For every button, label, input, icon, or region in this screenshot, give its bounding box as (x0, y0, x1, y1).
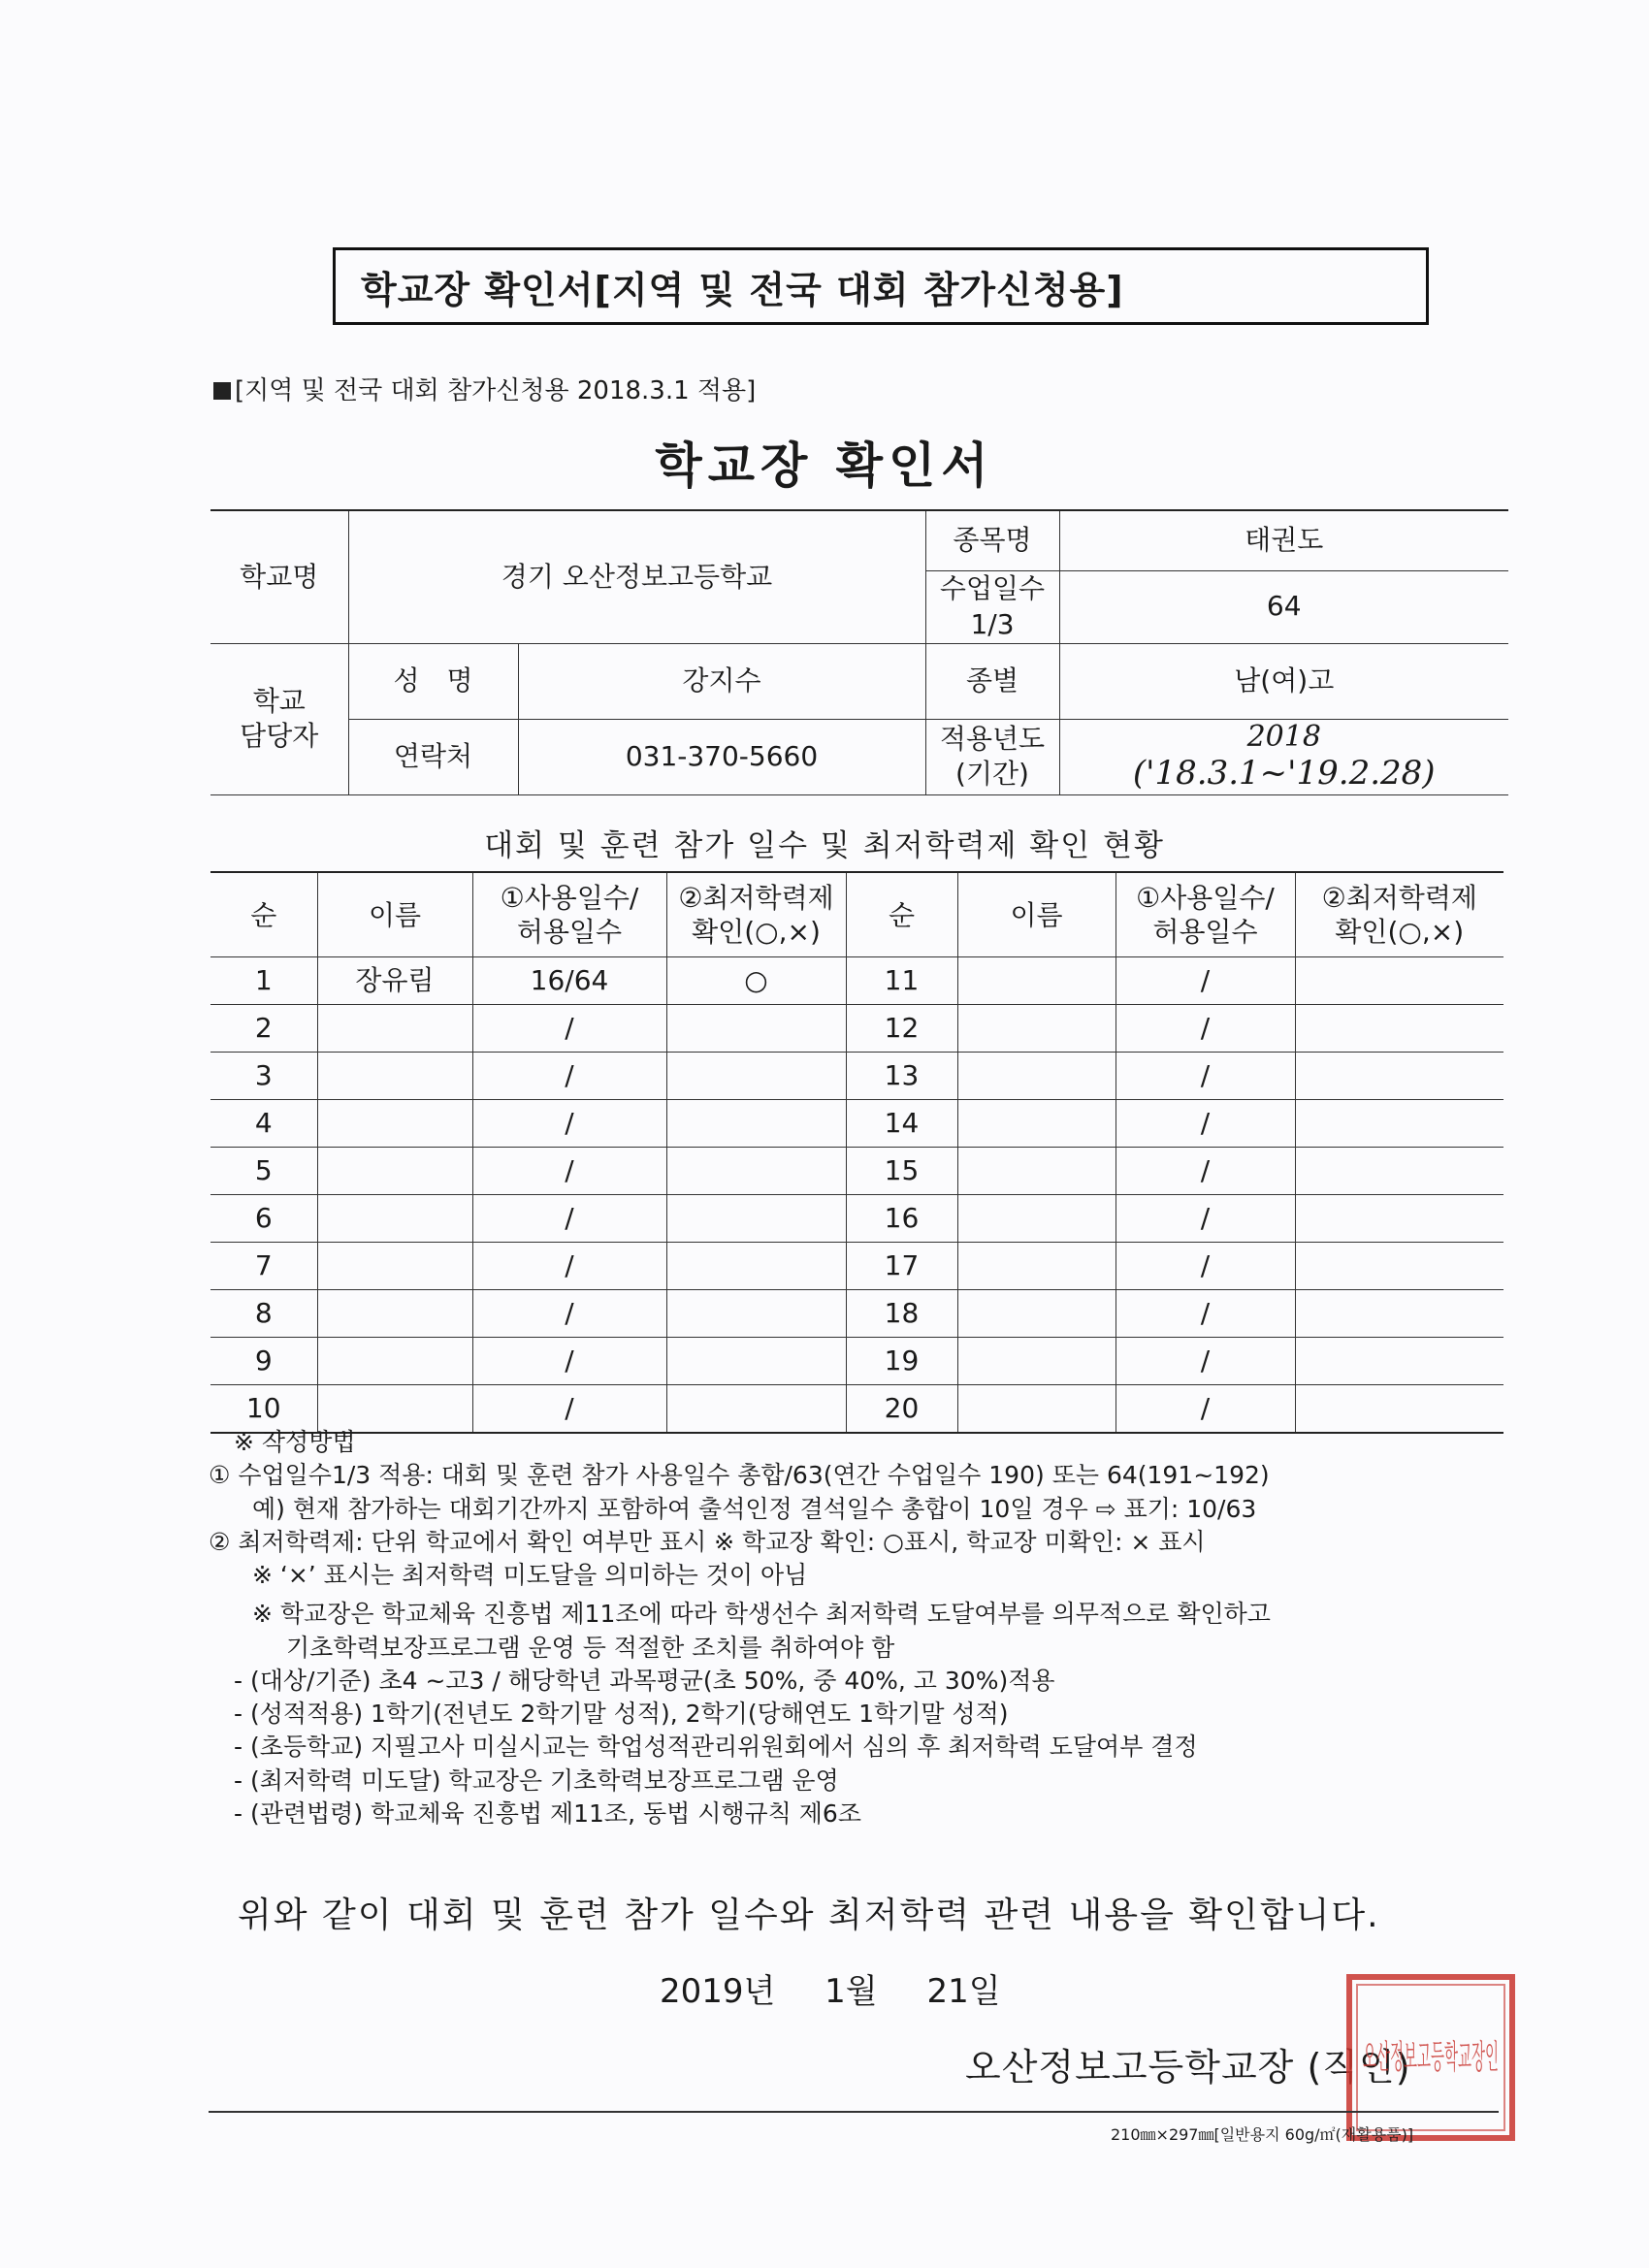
row-name (317, 1005, 472, 1053)
instructions-heading: ※ 작성방법 (234, 1428, 356, 1456)
instruction-line: ① 수업일수1/3 적용: 대회 및 훈련 참가 사용일수 총합/63(연간 수업일수 190) 또는 64(191~192) (209, 1461, 1270, 1490)
row-check (1295, 1385, 1504, 1434)
row-no: 8 (210, 1290, 317, 1338)
row-name (317, 1243, 472, 1290)
table-row (210, 1290, 1504, 1338)
row-no: 17 (846, 1243, 957, 1290)
apply-note-text: [지역 및 전국 대회 참가신청용 2018.3.1 적용] (235, 376, 757, 405)
row-no: 16 (846, 1195, 957, 1243)
row-check: ○ (666, 957, 846, 1005)
page-title: 학교장 확인서 (655, 437, 994, 494)
row-no: 19 (846, 1338, 957, 1385)
class-days-label: 수업일수 1/3 (925, 570, 1059, 643)
header-title-box (333, 247, 1429, 325)
row-days: / (472, 1290, 666, 1338)
confirmation-statement: 위와 같이 대회 및 훈련 참가 일수와 최저학력 관련 내용을 확인합니다. (238, 1895, 1380, 1935)
instruction-line: - (초등학교) 지필고사 미실시교는 학업성적관리위원회에서 심의 후 최저학력 도달여부 결정 (234, 1733, 1198, 1762)
issuer-name: 오산정보고등학교장 (직인) (965, 2046, 1411, 2089)
instruction-line: - (성적적용) 1학기(전년도 2학기말 성적), 2학기(당해연도 1학기말 성적) (234, 1700, 1009, 1728)
table-row (210, 1338, 1504, 1385)
row-name (957, 1243, 1116, 1290)
row-check (1295, 1195, 1504, 1243)
sport-value: 태권도 (1059, 510, 1508, 570)
instruction-line: 예) 현재 참가하는 대회기간까지 포함하여 출석인정 결석일수 총합이 10일 경우 ⇨ 표기: 10/63 (252, 1494, 1257, 1523)
gender-label: 종별 (925, 643, 1059, 719)
row-days: / (1116, 1100, 1295, 1148)
school-name-value: 경기 오산정보고등학교 (348, 510, 925, 643)
col-days-right: ①사용일수/ 허용일수 (1116, 872, 1295, 957)
row-no: 7 (210, 1243, 317, 1290)
row-no: 15 (846, 1148, 957, 1195)
apply-note (213, 371, 756, 406)
row-name (317, 1148, 472, 1195)
table-row (210, 1053, 1504, 1100)
row-days: / (472, 1053, 666, 1100)
row-name (957, 1195, 1116, 1243)
instruction-line: 기초학력보장프로그램 운영 등 적절한 조치를 취하여야 함 (286, 1633, 895, 1662)
col-check-right: ②최저학력제 확인(○,×) (1295, 872, 1504, 957)
row-name (957, 1053, 1116, 1100)
table-row (210, 957, 1504, 1005)
row-name (957, 1148, 1116, 1195)
row-check (1295, 1243, 1504, 1290)
row-no: 2 (210, 1005, 317, 1053)
row-name (957, 957, 1116, 1005)
row-check (666, 1195, 846, 1243)
row-no: 9 (210, 1338, 317, 1385)
row-no: 12 (846, 1005, 957, 1053)
row-no: 18 (846, 1290, 957, 1338)
instruction-line: - (최저학력 미도달) 학교장은 기초학력보장프로그램 운영 (234, 1766, 839, 1795)
row-days: / (1116, 1385, 1295, 1434)
row-no: 14 (846, 1100, 957, 1148)
name-label: 성 명 (348, 643, 518, 719)
row-check (1295, 957, 1504, 1005)
row-check (666, 1053, 846, 1100)
name-value: 강지수 (518, 643, 925, 719)
sport-label: 종목명 (925, 510, 1059, 570)
row-check (1295, 1053, 1504, 1100)
row-check (1295, 1100, 1504, 1148)
table-row (210, 1243, 1504, 1290)
contact-value: 031-370-5660 (518, 719, 925, 794)
row-days: / (1116, 1195, 1295, 1243)
seal-text: 오산정보고등학교장인 (1363, 2038, 1499, 2077)
year-value: 2018 ('18.3.1~'19.2.28) (1059, 719, 1508, 794)
row-days: / (472, 1148, 666, 1195)
header-title: 학교장 확인서[지역 및 전국 대회 참가신청용] (361, 268, 1124, 311)
row-name (317, 1195, 472, 1243)
instruction-line: ② 최저학력제: 단위 학교에서 확인 여부만 표시 ※ 학교장 확인: ○표시, 학교장 미확인: × 표시 (209, 1527, 1206, 1556)
row-days: / (1116, 957, 1295, 1005)
row-check (666, 1338, 846, 1385)
row-no: 10 (210, 1385, 317, 1434)
square-bullet-icon (213, 382, 231, 400)
row-check (666, 1100, 846, 1148)
row-days: / (472, 1005, 666, 1053)
row-days: / (1116, 1053, 1295, 1100)
row-days: / (1116, 1148, 1295, 1195)
instruction-line: ※ 학교장은 학교체육 진흥법 제11조에 따라 학생선수 최저학력 도달여부를 의무적으로 확인하고 (252, 1600, 1271, 1629)
row-days: / (472, 1243, 666, 1290)
table-row (210, 1005, 1504, 1053)
table-row (210, 1100, 1504, 1148)
bottom-divider (209, 2111, 1499, 2113)
school-info-table (210, 509, 1508, 795)
row-check (1295, 1005, 1504, 1053)
row-days: / (1116, 1005, 1295, 1053)
row-name (317, 1290, 472, 1338)
instructions (209, 1426, 1271, 1831)
row-name (317, 1338, 472, 1385)
status-title: 대회 및 훈련 참가 일수 및 최저학력제 확인 현황 (484, 828, 1165, 863)
instruction-line: - (대상/기준) 초4 ~고3 / 해당학년 과목평균(초 50%, 중 40%, 고 30%)적용 (234, 1666, 1055, 1695)
row-check (666, 1290, 846, 1338)
row-no: 4 (210, 1100, 317, 1148)
row-no: 1 (210, 957, 317, 1005)
table-row (210, 1195, 1504, 1243)
row-days: / (472, 1100, 666, 1148)
school-name-label: 학교명 (210, 510, 348, 643)
row-name (957, 1290, 1116, 1338)
instruction-line: - (관련법령) 학교체육 진흥법 제11조, 동법 시행규칙 제6조 (234, 1798, 861, 1828)
col-name-left: 이름 (317, 872, 472, 957)
col-no-left: 순 (210, 872, 317, 957)
row-no: 20 (846, 1385, 957, 1434)
row-days: / (472, 1385, 666, 1434)
row-name: 장유림 (317, 957, 472, 1005)
class-days-value: 64 (1059, 570, 1508, 643)
row-no: 3 (210, 1053, 317, 1100)
row-name (317, 1053, 472, 1100)
row-check (666, 1148, 846, 1195)
row-name (317, 1100, 472, 1148)
row-days: 16/64 (472, 957, 666, 1005)
row-name (957, 1005, 1116, 1053)
col-no-right: 순 (846, 872, 957, 957)
table-row (210, 1148, 1504, 1195)
year-label: 적용년도 (기간) (925, 719, 1059, 794)
official-seal-icon (1343, 1971, 1518, 2144)
row-days: / (1116, 1290, 1295, 1338)
row-check (1295, 1148, 1504, 1195)
row-no: 6 (210, 1195, 317, 1243)
row-name (957, 1100, 1116, 1148)
row-no: 5 (210, 1148, 317, 1195)
gender-value: 남(여)고 (1059, 643, 1508, 719)
row-no: 11 (846, 957, 957, 1005)
row-name (957, 1338, 1116, 1385)
row-check (666, 1243, 846, 1290)
col-check-left: ②최저학력제 확인(○,×) (666, 872, 846, 957)
row-check (1295, 1290, 1504, 1338)
instruction-line: ※ ‘×’ 표시는 최저학력 미도달을 의미하는 것이 아님 (252, 1561, 808, 1589)
row-days: / (1116, 1243, 1295, 1290)
issue-date: 2019년 1월 21일 (660, 1972, 1001, 2011)
row-check (666, 1005, 846, 1053)
row-days: / (1116, 1338, 1295, 1385)
row-days: / (472, 1195, 666, 1243)
roster-table (210, 871, 1504, 1434)
paper-spec: 210㎜×297㎜[일반용지 60g/㎡(재활용품)] (1111, 2125, 1414, 2144)
row-check (1295, 1338, 1504, 1385)
col-days-left: ①사용일수/ 허용일수 (472, 872, 666, 957)
contact-label: 연락처 (348, 719, 518, 794)
col-name-right: 이름 (957, 872, 1116, 957)
row-days: / (472, 1338, 666, 1385)
manager-label: 학교 담당자 (210, 643, 348, 794)
row-no: 13 (846, 1053, 957, 1100)
